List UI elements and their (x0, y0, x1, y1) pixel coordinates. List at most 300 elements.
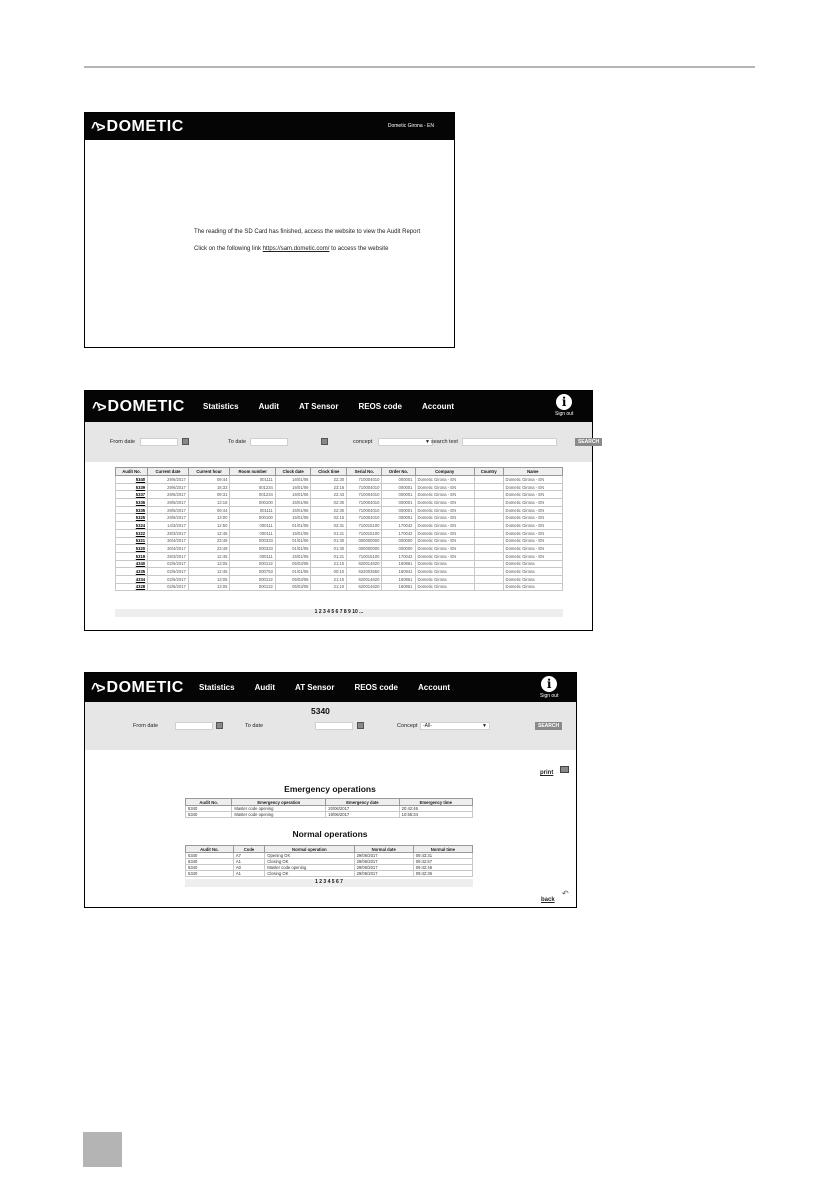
audit-number-link[interactable]: 5339 (116, 483, 148, 491)
table-cell: 23:16 (311, 483, 347, 491)
chevron-down-icon: ▼ (482, 723, 487, 729)
table-header-row (116, 468, 563, 476)
table-cell: Dometic Girona (415, 560, 474, 568)
column-header: Clock date (275, 468, 311, 476)
table-cell: 710004010 (347, 499, 382, 507)
table-cell: Dometic Girona - EN (415, 506, 474, 514)
table-cell: Dometic Girona - EN (415, 522, 474, 530)
table-cell: 000100 (230, 514, 275, 522)
to-date-calendar-icon[interactable] (321, 438, 328, 445)
table-cell: 05/03/06 (275, 583, 311, 591)
column-header: Current date (148, 468, 189, 476)
table-cell: 000753 (230, 568, 275, 576)
nav-account[interactable]: Account (418, 683, 451, 692)
header-user-label: Dometic Girona - EN (387, 123, 434, 129)
table-row (116, 529, 563, 537)
table-cell: 01/01/06 (275, 522, 311, 530)
table-cell: 28/6/2017 (148, 491, 189, 499)
table-cell (474, 537, 503, 545)
message-line-1: The reading of the SD Card has finished, access the website to view the Audit Report (194, 229, 421, 235)
table-cell: 000001 (382, 476, 415, 484)
table-cell: 21:10 (311, 575, 347, 583)
table-row (116, 499, 563, 507)
audit-list-screen (84, 390, 600, 631)
column-header: Audit No. (186, 846, 234, 853)
table-cell: 09:44 (188, 476, 230, 484)
from-date-calendar-icon[interactable] (182, 438, 189, 445)
filter-bar (85, 702, 576, 750)
table-cell: Dometic Girona (503, 575, 562, 583)
search-button[interactable]: SEARCH (575, 438, 602, 446)
table-cell: 30/4/2017 (148, 545, 189, 553)
audit-number-link[interactable]: 5340 (116, 476, 148, 484)
nav-account[interactable]: Account (422, 402, 455, 411)
table-row (186, 812, 473, 818)
nav-statistics[interactable]: Statistics (203, 402, 239, 411)
table-cell: 01:30 (311, 537, 347, 545)
table-cell: Dometic Girona (415, 568, 474, 576)
header-bar (85, 391, 592, 422)
table-cell (474, 583, 503, 591)
column-header: Current hour (188, 468, 230, 476)
table-cell: 29/06/2017 (354, 859, 413, 865)
emergency-operations-title: Emergency operations (284, 784, 376, 794)
sam-website-link[interactable]: https://sam.dometic.com/ (262, 246, 330, 252)
table-cell: Dometic Girona - EN (503, 552, 562, 560)
table-cell: Dometic Girona - EN (503, 491, 562, 499)
page-number-tab (83, 1132, 122, 1167)
table-cell: 710015100 (347, 529, 382, 537)
table-cell: 29/06/2017 (354, 865, 413, 871)
table-cell: 000001 (382, 499, 415, 507)
table-cell: 160941 (382, 568, 415, 576)
table-cell: 01/01/06 (275, 537, 311, 545)
table-cell: 13:05 (188, 560, 230, 568)
column-header: Room number (230, 468, 275, 476)
audit-number-link[interactable]: 5325 (116, 514, 148, 522)
search-button[interactable]: SEARCH (535, 722, 562, 730)
table-cell: Dometic Girona (415, 583, 474, 591)
message-line-2: Click on the following link https://sam.dometic.com/ to access the website (194, 246, 389, 252)
column-header: Emergency time (399, 799, 472, 806)
table-cell: 14/3/2017 (148, 522, 189, 530)
table-cell: 13:18 (188, 499, 230, 507)
table-row (186, 871, 473, 877)
table-cell: 01:30 (311, 545, 347, 553)
column-header: Audit No. (186, 799, 232, 806)
table-row (116, 506, 563, 514)
table-cell: 710004010 (347, 506, 382, 514)
table-cell: 000000 (382, 537, 415, 545)
filter-bar (85, 422, 600, 462)
dometic-mark-icon: ^> (91, 118, 103, 136)
audit-detail-screen (84, 672, 577, 908)
table-cell: 710015100 (347, 522, 382, 530)
table-cell (474, 506, 503, 514)
table-cell: 16/01/06 (275, 506, 311, 514)
table-cell: 28/6/2017 (148, 506, 189, 514)
table-cell: Dometic Girona (503, 583, 562, 591)
table-cell: 05/03/06 (275, 575, 311, 583)
table-cell: 29/6/2017 (148, 476, 189, 484)
table-cell: 13:05 (188, 575, 230, 583)
back-link[interactable]: back (541, 897, 555, 903)
search-text-label: search text (431, 439, 458, 445)
table-cell: 16/01/06 (275, 483, 311, 491)
to-date-label: To date (228, 439, 247, 445)
table-cell: 01/01/06 (275, 568, 311, 576)
table-row (116, 491, 563, 499)
table-cell (474, 552, 503, 560)
table-cell: 12:45 (188, 568, 230, 576)
table-header-row (186, 799, 473, 806)
table-cell: A1 (233, 871, 264, 877)
table-cell: 29/06/2017 (354, 853, 413, 859)
nav-audit[interactable]: Audit (254, 683, 276, 692)
to-date-input[interactable] (315, 722, 353, 730)
table-cell (474, 529, 503, 537)
dometic-logo: ^> DOMETIC (92, 398, 185, 416)
table-cell: Dometic Girona - EN (503, 506, 562, 514)
table-cell: 28/6/2017 (148, 499, 189, 507)
table-cell: 710004010 (347, 476, 382, 484)
table-row (116, 583, 563, 591)
from-date-calendar-icon[interactable] (216, 722, 223, 729)
table-cell: Dometic Girona (415, 575, 474, 583)
table-cell: 160861 (382, 575, 415, 583)
table-cell: 09:31 (188, 491, 230, 499)
table-cell: Dometic Girona - EN (415, 483, 474, 491)
audit-number-link[interactable]: 5324 (116, 522, 148, 530)
table-cell: 160861 (382, 560, 415, 568)
table-cell (474, 568, 503, 576)
table-cell: Dometic Girona - EN (503, 499, 562, 507)
table-cell: 620014620 (347, 583, 382, 591)
table-cell: 5340 (186, 806, 232, 812)
column-header: Serial No. (347, 468, 382, 476)
nav-statistics[interactable]: Statistics (199, 683, 235, 692)
table-cell: 000000000 (347, 537, 382, 545)
table-cell: 20/06/2017 (326, 806, 399, 812)
table-cell: 000001 (382, 506, 415, 514)
concept-label: concept (353, 439, 373, 445)
table-cell: 02/6/2017 (148, 560, 189, 568)
table-cell: 16/01/06 (275, 476, 311, 484)
back-arrow-icon[interactable]: ↶ (562, 889, 569, 898)
table-cell: 23:49 (188, 545, 230, 553)
table-cell: 000001 (382, 491, 415, 499)
table-cell: 000000000 (347, 545, 382, 553)
table-cell: Dometic Girona - EN (503, 545, 562, 553)
table-cell: Dometic Girona - EN (415, 552, 474, 560)
audit-number-link[interactable]: 5320 (116, 545, 148, 553)
table-cell: 12:45 (188, 552, 230, 560)
table-cell: 710004010 (347, 483, 382, 491)
table-cell: 16/01/06 (275, 491, 311, 499)
table-cell: 28/6/2017 (148, 514, 189, 522)
table-row (116, 552, 563, 560)
table-cell: 20:42:46 (399, 806, 472, 812)
column-header: Code (233, 846, 264, 853)
table-cell: Dometic Girona - EN (503, 522, 562, 530)
column-header: Normal operation (265, 846, 354, 853)
table-cell (474, 483, 503, 491)
header-bar (85, 113, 454, 140)
table-cell: 000001 (382, 514, 415, 522)
table-cell: 02/6/2017 (148, 575, 189, 583)
table-cell (474, 545, 503, 553)
column-header: Normal time (413, 846, 472, 853)
table-header-row (186, 846, 473, 853)
table-cell: 09:43:31 (413, 853, 472, 859)
column-header: Normal date (354, 846, 413, 853)
table-cell: 001234 (230, 491, 275, 499)
table-cell: 001111 (230, 476, 275, 484)
table-cell: 170042 (382, 552, 415, 560)
nav-audit[interactable]: Audit (258, 402, 280, 411)
table-cell: 15/01/06 (275, 552, 311, 560)
table-cell: 12:50 (188, 522, 230, 530)
table-cell (474, 491, 503, 499)
column-header: Clock time (311, 468, 347, 476)
concept-label: Concept (397, 723, 418, 729)
table-cell: Dometic Girona - EN (503, 476, 562, 484)
column-header: Order No. (382, 468, 415, 476)
table-cell (474, 560, 503, 568)
table-cell: Master code opening (232, 812, 326, 818)
table-cell: 5340 (186, 865, 234, 871)
from-date-label: From date (133, 723, 159, 729)
table-cell: 5340 (186, 853, 234, 859)
table-cell: Dometic Girona - EN (503, 483, 562, 491)
emergency-operations-table (185, 798, 473, 818)
table-row (116, 575, 563, 583)
table-cell: A1 (233, 859, 264, 865)
normal-operations-title: Normal operations (292, 829, 368, 839)
table-cell: Dometic Girona (503, 560, 562, 568)
table-cell: 15/01/06 (275, 529, 311, 537)
table-cell: Closing OK (265, 859, 354, 865)
table-cell: 13:05 (188, 583, 230, 591)
table-cell (474, 499, 503, 507)
audit-number-link[interactable]: 5336 (116, 499, 148, 507)
table-cell (474, 476, 503, 484)
column-header: Country (474, 468, 503, 476)
table-cell: 10:55:34 (399, 812, 472, 818)
table-cell: 160861 (382, 583, 415, 591)
table-cell: 000122 (230, 560, 275, 568)
table-cell: 16/01/06 (275, 499, 311, 507)
table-row (116, 537, 563, 545)
table-row (116, 522, 563, 530)
printer-icon[interactable] (560, 766, 569, 773)
chevron-down-icon: ▼ (425, 439, 430, 445)
table-cell: 710004010 (347, 491, 382, 499)
table-cell: 000111 (230, 552, 275, 560)
audit-number-link[interactable]: 5322 (116, 529, 148, 537)
to-date-input[interactable] (250, 438, 288, 446)
table-row (116, 545, 563, 553)
sd-card-finished-screen (84, 112, 455, 348)
dometic-mark-icon: ^> (91, 679, 103, 697)
table-cell: Dometic Girona - EN (415, 491, 474, 499)
table-cell: 000100 (230, 499, 275, 507)
audit-number-link[interactable]: 5337 (116, 491, 148, 499)
table-cell: 28/3/2017 (148, 529, 189, 537)
to-date-label: To date (245, 723, 264, 729)
audit-number-link[interactable]: 5319 (116, 552, 148, 560)
table-cell: 05/03/06 (275, 560, 311, 568)
table-cell: 01:21 (311, 552, 347, 560)
table-cell: Dometic Girona - EN (503, 537, 562, 545)
table-cell: 29/06/2017 (354, 871, 413, 877)
table-cell: 5340 (186, 859, 234, 865)
print-link[interactable]: print (540, 770, 554, 776)
table-cell: 09:42:36 (413, 871, 472, 877)
table-cell: Master code opening (232, 806, 326, 812)
from-date-input[interactable] (140, 438, 178, 446)
header-bar (85, 673, 576, 702)
search-text-input[interactable] (462, 438, 557, 446)
column-header: Name (503, 468, 562, 476)
table-cell: 21:10 (311, 560, 347, 568)
table-cell: 12:45 (188, 529, 230, 537)
audit-number-link[interactable]: 5321 (116, 537, 148, 545)
table-cell: 632003550 (347, 568, 382, 576)
table-cell: 001111 (230, 506, 275, 514)
table-cell: 02/6/2017 (148, 583, 189, 591)
table-cell: 170042 (382, 529, 415, 537)
table-cell: Dometic Girona - EN (415, 537, 474, 545)
table-cell: 170042 (382, 522, 415, 530)
table-cell: Opening OK (265, 853, 354, 859)
table-cell: 22:30 (311, 506, 347, 514)
table-cell: 001234 (230, 483, 275, 491)
table-cell: 01/01/06 (275, 545, 311, 553)
table-cell: 02:15 (311, 514, 347, 522)
normal-operations-table (185, 845, 473, 877)
table-cell: 28/3/2017 (148, 552, 189, 560)
table-cell: 000122 (230, 575, 275, 583)
table-cell: 09:42:57 (413, 859, 472, 865)
table-cell: Dometic Girona (503, 568, 562, 576)
nav-reos-code[interactable]: REOS code (358, 402, 403, 411)
table-cell: 22:43 (311, 491, 347, 499)
info-icon: i (541, 676, 557, 692)
table-cell: Dometic Girona - EN (503, 514, 562, 522)
table-cell: Master code opening (265, 865, 354, 871)
table-cell: Dometic Girona - EN (415, 529, 474, 537)
table-cell (474, 514, 503, 522)
table-row (116, 483, 563, 491)
table-cell: 02/6/2017 (148, 568, 189, 576)
table-cell: A0 (233, 865, 264, 871)
table-cell: A7 (233, 853, 264, 859)
table-cell: 5340 (186, 812, 232, 818)
table-cell: 09:44 (188, 506, 230, 514)
table-cell: 000333 (230, 537, 275, 545)
audit-number-link[interactable]: 4328 (116, 583, 148, 591)
table-cell: Closing OK (265, 871, 354, 877)
column-header: Emergency operation (232, 799, 326, 806)
table-row (116, 514, 563, 522)
nav-reos-code[interactable]: REOS code (354, 683, 399, 692)
table-cell: Dometic Girona - EN (415, 499, 474, 507)
table-cell: 01:21 (311, 529, 347, 537)
table-cell: 000122 (230, 583, 275, 591)
table-cell: 000333 (230, 545, 275, 553)
table-cell: Dometic Girona - EN (415, 545, 474, 553)
audit-number-link[interactable]: 4334 (116, 575, 148, 583)
table-cell (474, 522, 503, 530)
table-cell: Dometic Girona - EN (415, 514, 474, 522)
table-cell: 22:30 (311, 476, 347, 484)
table-cell: 02:31 (311, 522, 347, 530)
from-date-label: From date (110, 439, 136, 445)
info-icon: i (556, 394, 572, 410)
table-cell: 000000 (382, 545, 415, 553)
concept-select[interactable] (378, 438, 433, 446)
nav-at-sensor[interactable]: AT Sensor (295, 683, 335, 692)
table-cell (474, 575, 503, 583)
audit-number-link[interactable]: 5335 (116, 506, 148, 514)
column-header: Company (415, 468, 474, 476)
table-row (116, 560, 563, 568)
to-date-calendar-icon[interactable] (357, 722, 364, 729)
table-cell: 710015100 (347, 552, 382, 560)
column-header: Emergency date (326, 799, 399, 806)
dometic-mark-icon: ^> (92, 398, 104, 416)
main-nav (199, 683, 470, 692)
audit-number-link[interactable]: 4340 (116, 560, 148, 568)
table-cell: 13:00 (188, 514, 230, 522)
table-cell: 710004010 (347, 514, 382, 522)
table-cell: 620014620 (347, 575, 382, 583)
page-header-rule (84, 66, 755, 68)
table-cell: 02:30 (311, 499, 347, 507)
table-cell: 16:33 (188, 483, 230, 491)
table-row (116, 568, 563, 576)
main-nav (203, 402, 474, 411)
table-cell: 30/4/2017 (148, 537, 189, 545)
table-cell: 19/06/2017 (326, 812, 399, 818)
audit-number-title: 5340 (311, 706, 330, 716)
table-cell: 09:42:46 (413, 865, 472, 871)
table-cell: 5340 (186, 871, 234, 877)
table-cell: 16/01/06 (275, 514, 311, 522)
table-cell: 000111 (230, 522, 275, 530)
audit-number-link[interactable]: 4335 (116, 568, 148, 576)
normal-operations-pagination[interactable]: 1 2 3 4 5 6 7 (185, 879, 473, 887)
audit-pagination[interactable]: 1 2 3 4 5 6 7 8 9 10 ... (115, 609, 563, 617)
table-cell: Dometic Girona - EN (503, 529, 562, 537)
table-cell: 00:10 (311, 568, 347, 576)
table-cell: 620014620 (347, 560, 382, 568)
table-cell: Dometic Girona - EN (415, 476, 474, 484)
table-cell: 29/6/2017 (148, 483, 189, 491)
from-date-input[interactable] (175, 722, 213, 730)
table-row (116, 476, 563, 484)
sign-out-button[interactable]: i Sign out (555, 395, 574, 417)
concept-select[interactable]: -All- ▼ (420, 722, 490, 730)
table-cell: 000001 (382, 483, 415, 491)
table-cell: 21:10 (311, 583, 347, 591)
sign-out-button[interactable]: i Sign out (540, 677, 559, 699)
nav-at-sensor[interactable]: AT Sensor (299, 402, 339, 411)
dometic-logo: ^> DOMETIC (91, 679, 184, 697)
table-cell: 23:49 (188, 537, 230, 545)
dometic-logo: ^> DOMETIC (91, 118, 184, 136)
